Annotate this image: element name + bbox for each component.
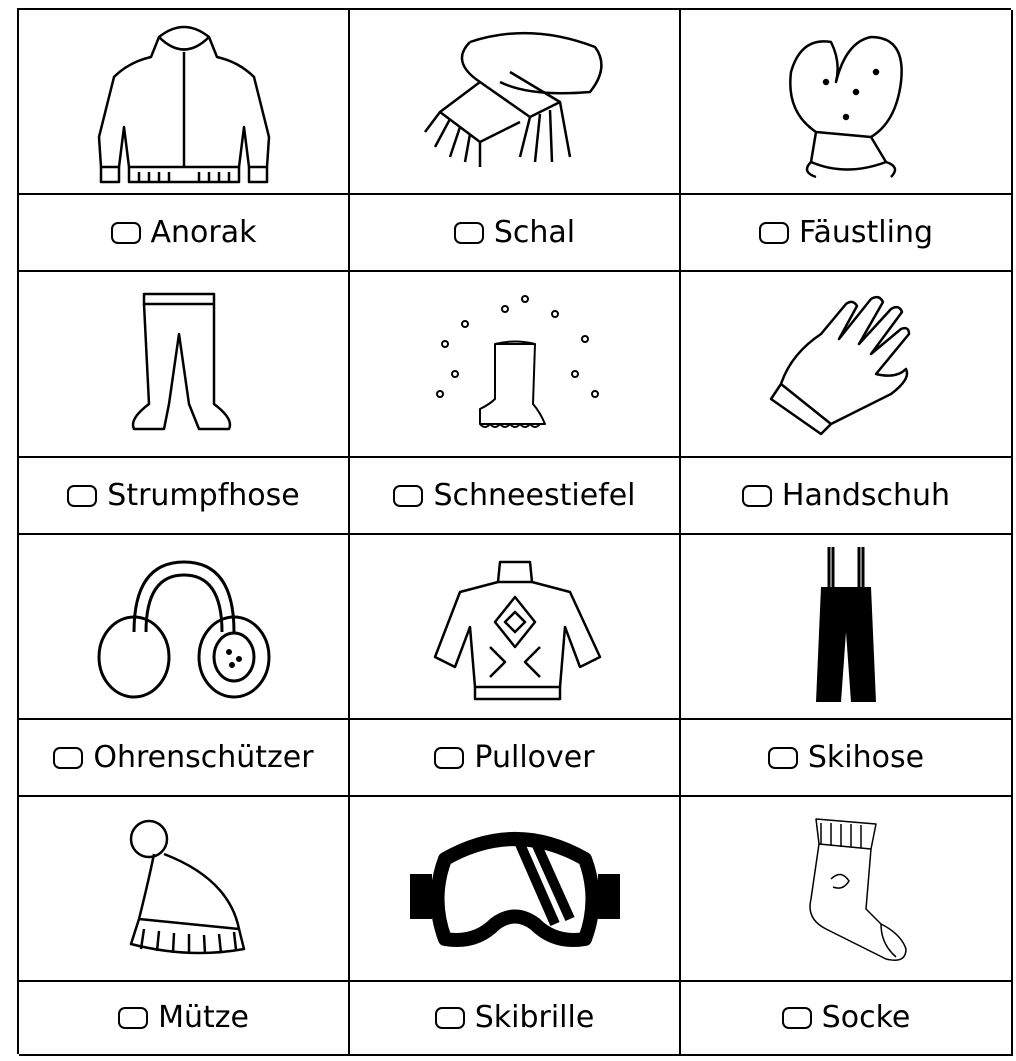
checkbox-faeustling[interactable] bbox=[759, 222, 789, 244]
picture-cell-schal bbox=[350, 10, 681, 195]
label-strumpfhose: Strumpfhose bbox=[107, 477, 300, 513]
label-cell-skihose bbox=[681, 720, 1013, 797]
checkbox-anorak[interactable] bbox=[111, 222, 141, 244]
checkbox-skibrille[interactable] bbox=[435, 1007, 465, 1029]
label-cell-schal bbox=[350, 195, 681, 272]
label-ohrenschuetzer: Ohrenschützer bbox=[93, 739, 314, 775]
scarf-icon bbox=[410, 22, 620, 182]
checkbox-ohrenschuetzer[interactable] bbox=[53, 747, 83, 769]
checkbox-handschuh[interactable] bbox=[742, 485, 772, 507]
picture-cell-strumpfhose bbox=[19, 272, 350, 458]
label-anorak: Anorak bbox=[150, 214, 257, 250]
label-schal: Schal bbox=[493, 214, 576, 250]
label-cell-socke bbox=[681, 982, 1013, 1056]
anorak-icon bbox=[89, 17, 279, 187]
sweater-icon bbox=[420, 547, 610, 707]
picture-cell-faeustling bbox=[681, 10, 1013, 195]
label-cell-strumpfhose bbox=[19, 458, 350, 535]
label-cell-ohrenschuetzer bbox=[19, 720, 350, 797]
label-muetze: Mütze bbox=[158, 1000, 249, 1035]
label-pullover: Pullover bbox=[474, 739, 595, 775]
picture-cell-pullover bbox=[350, 535, 681, 720]
snow-boot-icon bbox=[415, 284, 615, 444]
hat-icon bbox=[109, 809, 259, 969]
picture-cell-anorak bbox=[19, 10, 350, 195]
worksheet-grid bbox=[17, 8, 1011, 1054]
checkbox-schneestiefel[interactable] bbox=[393, 485, 423, 507]
label-socke: Socke bbox=[821, 1000, 911, 1035]
picture-cell-schneestiefel bbox=[350, 272, 681, 458]
label-cell-skibrille bbox=[350, 982, 681, 1056]
label-cell-muetze bbox=[19, 982, 350, 1056]
checkbox-muetze[interactable] bbox=[118, 1007, 148, 1029]
picture-cell-skibrille bbox=[350, 797, 681, 982]
picture-cell-socke bbox=[681, 797, 1013, 982]
label-skibrille: Skibrille bbox=[474, 1000, 595, 1035]
label-cell-handschuh bbox=[681, 458, 1013, 535]
label-schneestiefel: Schneestiefel bbox=[433, 477, 636, 513]
picture-cell-handschuh bbox=[681, 272, 1013, 458]
picture-cell-ohrenschuetzer bbox=[19, 535, 350, 720]
checkbox-skihose[interactable] bbox=[768, 747, 798, 769]
sock-icon bbox=[771, 809, 921, 969]
picture-cell-skihose bbox=[681, 535, 1013, 720]
ski-pants-icon bbox=[796, 542, 896, 712]
mitten-icon bbox=[776, 22, 916, 182]
label-cell-faeustling bbox=[681, 195, 1013, 272]
label-cell-pullover bbox=[350, 720, 681, 797]
checkbox-strumpfhose[interactable] bbox=[67, 485, 97, 507]
label-cell-anorak bbox=[19, 195, 350, 272]
checkbox-pullover[interactable] bbox=[434, 747, 464, 769]
glove-icon bbox=[751, 284, 941, 444]
checkbox-socke[interactable] bbox=[782, 1007, 812, 1029]
picture-cell-muetze bbox=[19, 797, 350, 982]
label-cell-schneestiefel bbox=[350, 458, 681, 535]
ski-goggles-icon bbox=[405, 819, 625, 959]
label-faeustling: Fäustling bbox=[798, 214, 934, 250]
label-handschuh: Handschuh bbox=[781, 477, 951, 513]
checkbox-schal[interactable] bbox=[454, 222, 484, 244]
label-skihose: Skihose bbox=[807, 739, 925, 775]
tights-icon bbox=[119, 284, 249, 444]
earmuffs-icon bbox=[84, 547, 284, 707]
